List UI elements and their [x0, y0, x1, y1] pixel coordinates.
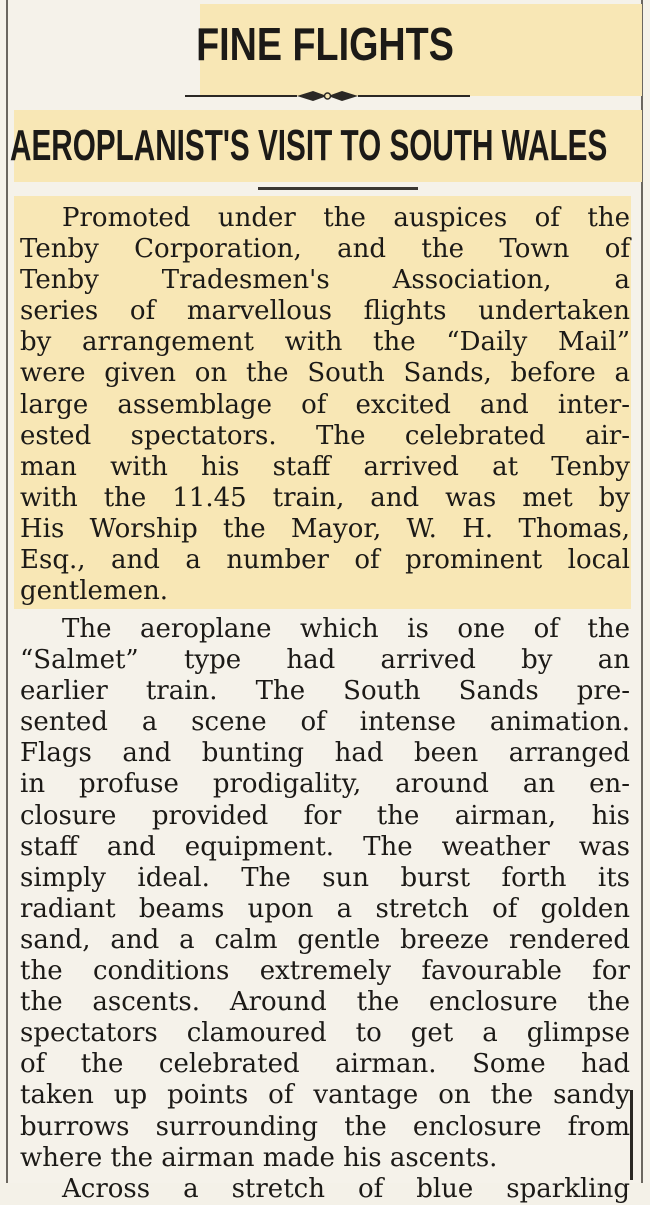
paragraph-1 — [20, 203, 630, 607]
text-line: the ascents. Around the enclosure the — [20, 987, 630, 1018]
text-line: by arrangement with the “Daily Mail” — [20, 327, 630, 358]
text-line: of the celebrated airman. Some had — [20, 1049, 630, 1080]
column-edge-mark — [630, 1090, 633, 1180]
text-line: series of marvellous flights undertaken — [20, 296, 630, 327]
text-line: gentlemen. — [20, 576, 168, 607]
text-line: the conditions extremely favourable for — [20, 956, 630, 987]
section-divider — [258, 187, 418, 190]
text-line: sand, and a calm gentle breeze rendered — [20, 924, 630, 955]
text-line: in profuse prodigality, around an en- — [20, 769, 630, 800]
text-line: His Worship the Mayor, W. H. Thomas, — [20, 513, 630, 544]
text-line: radiant beams upon a stretch of golden — [20, 893, 630, 924]
text-line: “Salmet” type had arrived by an — [20, 645, 630, 676]
text-line: simply ideal. The sun burst forth its — [20, 862, 630, 893]
text-line: Tenby Tradesmen's Association, a — [20, 265, 630, 296]
text-line: staff and equipment. The weather was — [20, 831, 630, 862]
text-line: large assemblage of excited and inter- — [20, 389, 630, 420]
headline: FINE FLIGHTS — [196, 18, 454, 70]
text-line: Esq., and a number of prominent local — [20, 545, 630, 576]
text-line: spectators clamoured to get a glimpse — [20, 1018, 630, 1049]
text-line: taken up points of vantage on the sandy — [20, 1080, 630, 1111]
text-line: Across a stretch of blue sparkling — [62, 1173, 630, 1204]
text-line: Flags and bunting had been arranged — [20, 738, 630, 769]
text-line: where the airman made his ascents. — [20, 1142, 498, 1173]
column-rule-left — [6, 0, 8, 1183]
text-line: earlier train. The South Sands pre- — [20, 676, 630, 707]
text-line: sented a scene of intense animation. — [20, 707, 630, 738]
text-line: were given on the South Sands, before a — [20, 358, 630, 389]
text-line: closure provided for the airman, his — [20, 800, 630, 831]
text-line: Promoted under the auspices of the — [62, 203, 630, 233]
text-line: ested spectators. The celebrated air- — [20, 420, 630, 451]
text-line: burrows surrounding the enclosure from — [20, 1111, 630, 1142]
text-line: man with his staff arrived at Tenby — [20, 451, 630, 482]
text-line: The aeroplane which is one of the — [62, 614, 630, 644]
paragraph-2 — [20, 614, 630, 1205]
text-line: with the 11.45 train, and was met by — [20, 482, 630, 513]
ornamental-divider-icon — [185, 88, 470, 104]
text-line: Tenby Corporation, and the Town of — [20, 234, 630, 265]
subheadline: AEROPLANIST'S VISIT TO SOUTH WALES — [10, 121, 608, 170]
